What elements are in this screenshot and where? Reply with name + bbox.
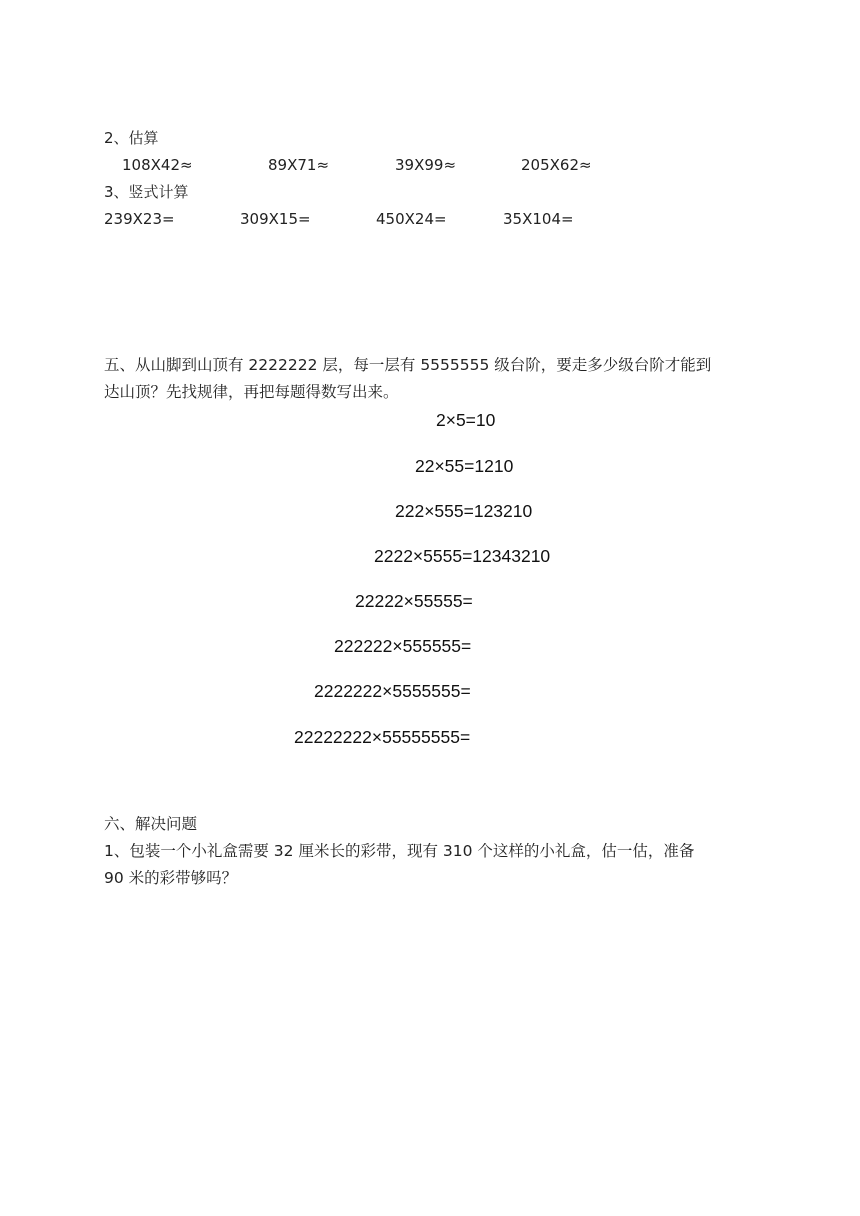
problem-1-line-1: 1、包装一个小礼盒需要 32 厘米长的彩带，现有 310 个这样的小礼盒，估一估，准备 xyxy=(104,842,695,860)
pattern-equation-5: 22222×55555= xyxy=(355,591,473,611)
vertical-calc-item-3: 450X24= xyxy=(376,210,447,228)
pattern-equation-2: 22×55=1210 xyxy=(415,456,514,476)
section-5-question-line-1: 五、从山脚到山顶有 2222222 层，每一层有 5555555 级台阶，要走多少级台阶才能到 xyxy=(104,356,712,374)
section-2-title: 2、估算 xyxy=(104,129,159,147)
estimate-item-3: 39X99≈ xyxy=(395,156,457,174)
section-6-title: 六、解决问题 xyxy=(104,815,198,833)
estimate-item-1: 108X42≈ xyxy=(122,156,193,174)
pattern-equation-1: 2×5=10 xyxy=(436,410,496,430)
estimate-item-2: 89X71≈ xyxy=(268,156,330,174)
pattern-equation-6: 222222×555555= xyxy=(334,636,472,656)
pattern-equation-3: 222×555=123210 xyxy=(395,501,533,521)
section-3-title: 3、竖式计算 xyxy=(104,183,189,201)
section-5-question-line-2: 达山顶？先找规律，再把每题得数写出来。 xyxy=(104,383,399,401)
problem-1-line-2: 90 米的彩带够吗？ xyxy=(104,869,238,887)
vertical-calc-item-2: 309X15= xyxy=(240,210,311,228)
vertical-calc-item-4: 35X104= xyxy=(503,210,574,228)
pattern-equation-8: 22222222×55555555= xyxy=(294,727,471,747)
estimate-item-4: 205X62≈ xyxy=(521,156,592,174)
pattern-equation-7: 2222222×5555555= xyxy=(314,681,471,701)
pattern-equation-4: 2222×5555=12343210 xyxy=(374,546,551,566)
vertical-calc-item-1: 239X23= xyxy=(104,210,175,228)
